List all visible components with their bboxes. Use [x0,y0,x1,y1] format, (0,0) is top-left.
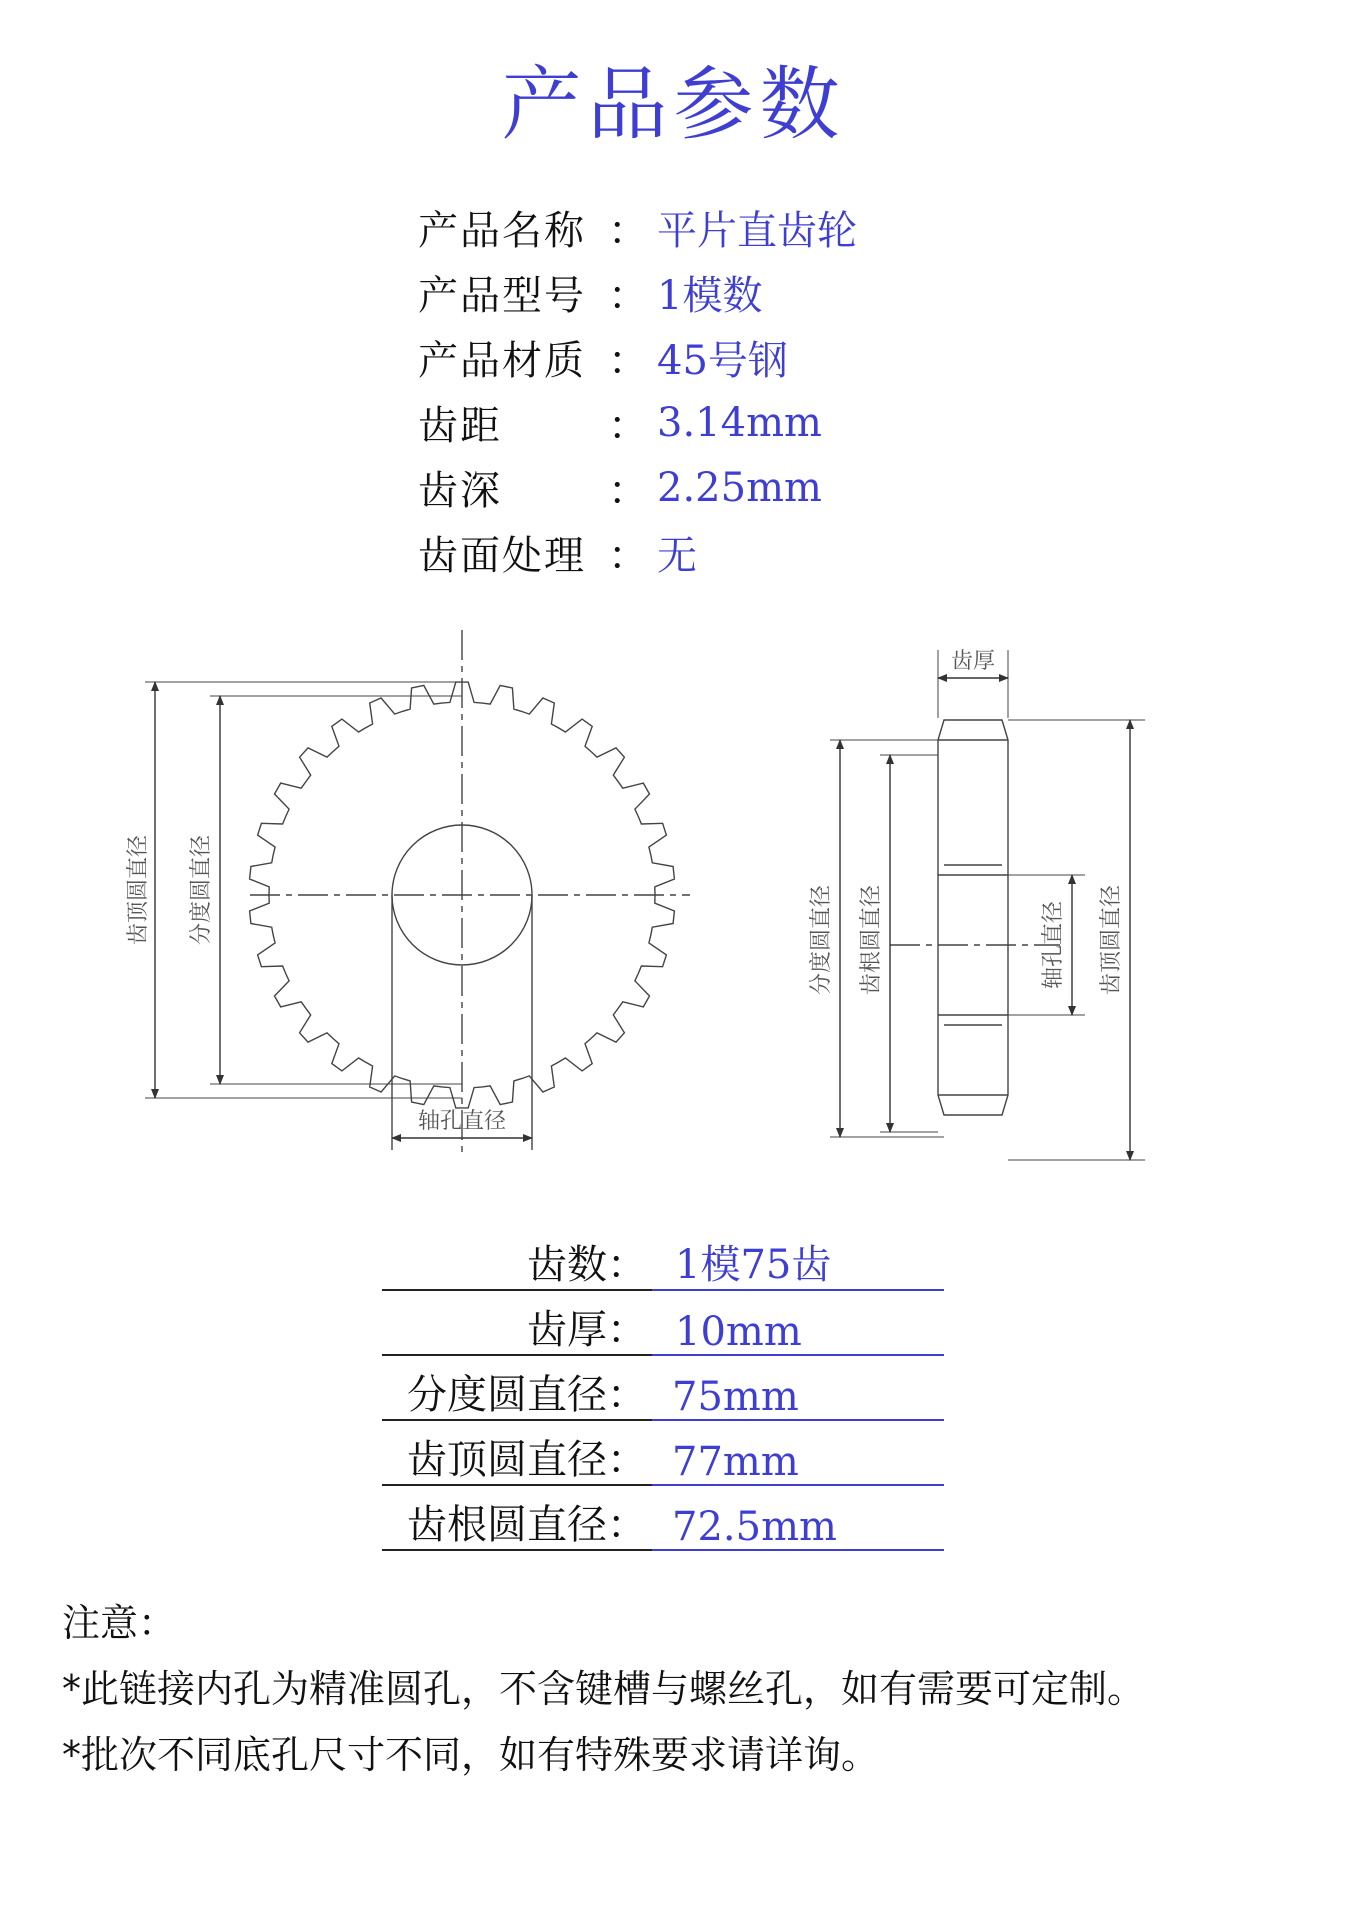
gear-drawing [0,610,1347,1170]
side-tooth-thickness-label: 齿厚 [950,649,996,674]
param-value: 平片直齿轮 [657,208,857,254]
param-value: 2.25mm [657,464,822,511]
param-value: 45号钢 [657,338,788,384]
spec-value: 75mm [672,1374,799,1420]
spec-row [0,1235,1347,1290]
front-tip-diameter-label: 齿顶圆直径 [126,834,151,946]
side-tip-diameter-label: 齿顶圆直径 [1099,884,1124,996]
spec-value: 77mm [672,1439,799,1485]
front-pitch-diameter-label: 分度圆直径 [189,834,214,946]
param-label: 产品名称 [418,208,586,254]
spec-row [0,1300,1347,1355]
param-label: 齿距 [418,403,502,449]
spec-label: 齿根圆直径： [407,1502,647,1548]
notes [62,1590,1145,1788]
param-value: 无 [657,533,697,579]
param-label: 齿面处理 [418,533,586,579]
spec-row [0,1365,1347,1420]
note-line: *批次不同底孔尺寸不同，如有特殊要求请详询。 [62,1733,880,1777]
spec-row [0,1430,1347,1485]
param-row: 齿深 ： 2.25mm [418,464,822,514]
spec-label: 分度圆直径： [407,1372,647,1418]
param-value: 1模数 [657,273,763,319]
notes-heading: 注意： [62,1601,177,1645]
front-bore-diameter-label: 轴孔直径 [417,1109,507,1134]
page-title: 产品参数 [501,58,846,151]
spec-value: 72.5mm [672,1504,837,1550]
param-label: 齿深 [418,468,502,514]
param-value: 3.14mm [657,399,822,446]
spec-label: 齿数： [527,1242,647,1288]
param-label: 产品材质 [418,338,586,384]
param-row: 齿面处理 ： 无 [418,520,857,585]
front-view [145,630,690,1155]
param-row: 产品名称 ： 平片直齿轮 [418,195,857,260]
param-row: 齿距 ： 3.14mm [418,399,822,449]
side-pitch-diameter-label: 分度圆直径 [809,884,834,996]
gear-side-profile [938,720,1008,1115]
side-bore-diameter-label: 轴孔直径 [1041,900,1066,990]
param-row: 产品型号 ： 1模数 [418,260,857,325]
spec-value: 10mm [675,1309,802,1355]
side-root-diameter-label: 齿根圆直径 [859,884,884,996]
param-label: 产品型号 [418,273,586,319]
spec-label: 齿顶圆直径： [407,1437,647,1483]
params-list [418,195,857,585]
note-line: *此链接内孔为精准圆孔，不含键槽与螺丝孔，如有需要可定制。 [62,1667,1146,1711]
param-row: 产品材质 ： 45号钢 [418,325,857,390]
spec-label: 齿厚： [527,1307,647,1353]
spec-row [0,1495,1347,1550]
spec-value: 1模75齿 [675,1242,832,1288]
